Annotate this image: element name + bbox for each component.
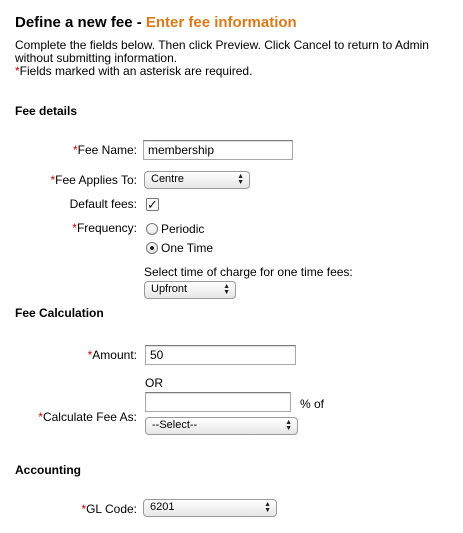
fee-applies-to-label-text: Fee Applies To: <box>55 173 137 187</box>
amount-label <box>88 348 137 362</box>
or-separator: OR <box>145 376 163 390</box>
section-heading-fee-details: Fee details <box>15 104 78 118</box>
percent-input[interactable] <box>145 392 291 412</box>
frequency-option-periodic: Periodic <box>161 222 205 236</box>
percent-of-text: % of <box>300 397 325 411</box>
calculate-fee-as-selected: --Select-- <box>152 419 198 431</box>
fee-name-asterisk: * <box>72 143 78 157</box>
frequency-label <box>72 221 137 235</box>
section-heading-accounting: Accounting <box>15 463 81 477</box>
updown-arrows-icon: ▲ ▼ <box>264 501 271 514</box>
frequency-radio-periodic[interactable] <box>146 223 158 235</box>
gl-code-selected: 6201 <box>150 501 175 513</box>
amount-label-text: Amount: <box>92 348 137 362</box>
required-note-text: Fields marked with an asterisk are required. <box>19 64 253 78</box>
gl-code-label-text: GL Code: <box>86 502 137 516</box>
updown-arrows-icon: ▲ ▼ <box>223 283 230 296</box>
frequency-option-one-time: One Time <box>161 241 214 255</box>
gl-code-label <box>81 502 137 516</box>
amount-asterisk: * <box>87 348 93 362</box>
calculate-fee-as-label <box>38 410 137 424</box>
required-note <box>15 65 445 78</box>
checkmark-icon: ✓ <box>147 197 158 212</box>
page-title <box>15 14 297 31</box>
updown-arrows-icon: ▲ ▼ <box>285 419 292 432</box>
required-asterisk: * <box>15 64 20 78</box>
fee-name-label-text: Fee Name: <box>77 143 137 157</box>
fee-applies-to-asterisk: * <box>50 173 56 187</box>
time-of-charge-selected: Upfront <box>151 283 188 295</box>
time-of-charge-select[interactable] <box>144 281 236 299</box>
time-of-charge-label: Select time of charge for one time fees: <box>144 265 353 279</box>
gl-code-asterisk: * <box>81 502 87 516</box>
fee-name-label <box>73 143 137 157</box>
default-fees-checkbox[interactable] <box>146 198 159 211</box>
instructions <box>15 39 445 78</box>
gl-code-select[interactable] <box>143 499 277 517</box>
frequency-radio-one-time[interactable] <box>146 242 158 254</box>
frequency-label-text: Frequency: <box>76 221 137 235</box>
calculate-fee-as-label-text: Calculate Fee As: <box>42 410 137 424</box>
calculate-fee-as-select[interactable] <box>145 417 298 435</box>
fee-applies-to-select[interactable] <box>144 171 250 189</box>
page-subtitle: Enter fee information <box>145 14 297 31</box>
calculate-fee-as-asterisk: * <box>38 410 43 424</box>
frequency-asterisk: * <box>72 221 77 235</box>
page-title-main: Define a new fee - <box>15 14 142 31</box>
default-fees-label: Default fees: <box>69 197 137 211</box>
fee-name-input[interactable] <box>143 140 293 160</box>
updown-arrows-icon: ▲ ▼ <box>237 173 244 186</box>
fee-applies-to-label <box>50 173 137 187</box>
amount-input[interactable] <box>145 345 296 365</box>
instructions-text: Complete the fields below. Then click Preview. Click Cancel to return to Admin without submitting information. <box>15 38 429 65</box>
fee-applies-to-selected: Centre <box>151 173 185 185</box>
section-heading-fee-calculation: Fee Calculation <box>15 306 104 320</box>
